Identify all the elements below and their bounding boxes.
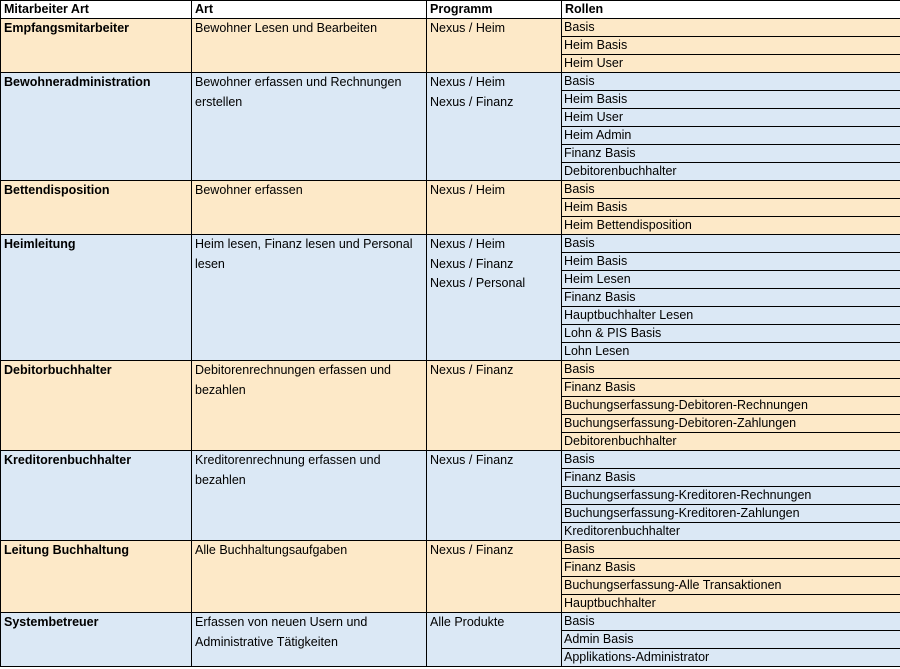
rolle-cell: Buchungserfassung-Kreditoren-Rechnungen — [562, 487, 900, 505]
table-row — [1, 73, 900, 91]
rolle-cell: Heim Basis — [562, 37, 900, 55]
programm-item: Nexus / Heim — [430, 183, 506, 197]
rolle-cell: Basis — [562, 613, 900, 631]
programm-item: Nexus / Personal — [430, 276, 526, 290]
rolle-cell: Finanz Basis — [562, 559, 900, 577]
header-row — [1, 1, 900, 19]
art-cell: Erfassen von neuen Usern und Administrative Tätigkeiten — [192, 613, 427, 667]
table-body — [1, 19, 900, 667]
mitarbeiter-art-cell: Debitorbuchhalter — [1, 361, 192, 451]
rolle-cell: Heim Admin — [562, 127, 900, 145]
mitarbeiter-art-cell: Systembetreuer — [1, 613, 192, 667]
mitarbeiter-art-cell: Empfangsmitarbeiter — [1, 19, 192, 73]
rolle-cell: Heim User — [562, 109, 900, 127]
programm-item: Nexus / Finanz — [430, 256, 514, 271]
rolle-cell: Heim User — [562, 55, 900, 73]
rolle-cell: Basis — [562, 181, 900, 199]
art-cell: Heim lesen, Finanz lesen und Personal lesen — [192, 235, 427, 361]
header-mitarbeiter-art: Mitarbeiter Art — [1, 1, 192, 19]
header-art: Art — [192, 1, 427, 19]
rolle-cell: Lohn & PIS Basis — [562, 325, 900, 343]
rolle-cell: Finanz Basis — [562, 145, 900, 163]
table-row — [1, 181, 900, 199]
programm-cell — [427, 361, 562, 451]
mitarbeiter-art-cell: Kreditorenbuchhalter — [1, 451, 192, 541]
rolle-cell: Basis — [562, 361, 900, 379]
programm-cell — [427, 181, 562, 235]
rolle-cell: Kreditorenbuchhalter — [562, 523, 900, 541]
art-cell: Kreditorenrechnung erfassen und bezahlen — [192, 451, 427, 541]
art-cell: Alle Buchhaltungsaufgaben — [192, 541, 427, 613]
table-row — [1, 451, 900, 469]
programm-item: Nexus / Finanz — [430, 543, 514, 557]
programm-cell — [427, 235, 562, 361]
table-row — [1, 361, 900, 379]
rolle-cell: Lohn Lesen — [562, 343, 900, 361]
art-cell: Bewohner erfassen — [192, 181, 427, 235]
programm-cell — [427, 451, 562, 541]
rolle-cell: Hauptbuchhalter Lesen — [562, 307, 900, 325]
rolle-cell: Debitorenbuchhalter — [562, 433, 900, 451]
table-row — [1, 235, 900, 253]
header-rollen: Rollen — [562, 1, 900, 19]
programm-item: Alle Produkte — [430, 615, 505, 629]
rolle-cell: Debitorenbuchhalter — [562, 163, 900, 181]
rolle-cell: Finanz Basis — [562, 289, 900, 307]
programm-cell — [427, 541, 562, 613]
header-programm: Programm — [427, 1, 562, 19]
rolle-cell: Buchungserfassung-Debitoren-Zahlungen — [562, 415, 900, 433]
programm-cell — [427, 613, 562, 667]
art-cell: Debitorenrechnungen erfassen und bezahlen — [192, 361, 427, 451]
programm-item: Nexus / Heim — [430, 21, 506, 35]
rolle-cell: Heim Basis — [562, 199, 900, 217]
programm-item: Nexus / Heim — [430, 75, 506, 89]
rolle-cell: Basis — [562, 235, 900, 253]
art-cell: Bewohner erfassen und Rechnungen erstellen — [192, 73, 427, 181]
mitarbeiter-art-cell: Bettendisposition — [1, 181, 192, 235]
rolle-cell: Basis — [562, 73, 900, 91]
rolle-cell: Basis — [562, 451, 900, 469]
art-cell: Bewohner Lesen und Bearbeiten — [192, 19, 427, 73]
rolle-cell: Basis — [562, 541, 900, 559]
rolle-cell: Buchungserfassung-Alle Transaktionen — [562, 577, 900, 595]
rolle-cell: Heim Basis — [562, 253, 900, 271]
rolle-cell: Admin Basis — [562, 631, 900, 649]
programm-item: Nexus / Finanz — [430, 363, 514, 377]
rolle-cell: Applikations-Administrator — [562, 649, 900, 667]
programm-cell — [427, 73, 562, 181]
programm-cell — [427, 19, 562, 73]
programm-item: Nexus / Heim — [430, 237, 506, 251]
rolle-cell: Finanz Basis — [562, 469, 900, 487]
rolle-cell: Heim Lesen — [562, 271, 900, 289]
rolle-cell: Heim Basis — [562, 91, 900, 109]
rolle-cell: Basis — [562, 19, 900, 37]
mitarbeiter-art-cell: Heimleitung — [1, 235, 192, 361]
mitarbeiter-art-cell: Bewohneradministration — [1, 73, 192, 181]
table-row — [1, 19, 900, 37]
programm-item: Nexus / Finanz — [430, 94, 514, 109]
rolle-cell: Buchungserfassung-Debitoren-Rechnungen — [562, 397, 900, 415]
table-row — [1, 613, 900, 631]
rolle-cell: Heim Bettendisposition — [562, 217, 900, 235]
rolle-cell: Finanz Basis — [562, 379, 900, 397]
rolle-cell: Buchungserfassung-Kreditoren-Zahlungen — [562, 505, 900, 523]
table-row — [1, 541, 900, 559]
programm-item: Nexus / Finanz — [430, 453, 514, 467]
rolle-cell: Hauptbuchhalter — [562, 595, 900, 613]
mitarbeiter-art-cell: Leitung Buchhaltung — [1, 541, 192, 613]
